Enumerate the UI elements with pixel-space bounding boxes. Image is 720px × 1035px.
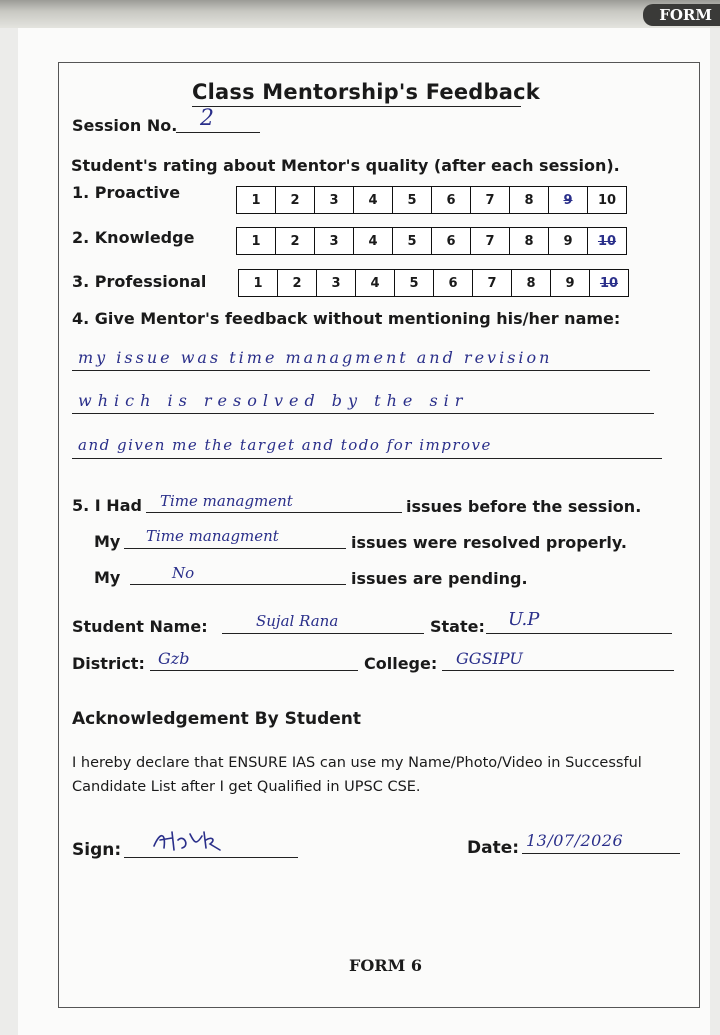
issues-resolved-label: My xyxy=(94,532,121,551)
rating-scale-professional[interactable] xyxy=(238,269,629,297)
college-value[interactable]: GGSIPU xyxy=(456,649,523,668)
sign-underline xyxy=(124,857,298,858)
rating-option-7[interactable]: 7 xyxy=(471,187,510,214)
feedback-line-1-rule xyxy=(72,370,650,371)
rating-label-professional: 3. Professional xyxy=(72,272,207,291)
college-underline xyxy=(442,670,674,671)
state-label: State: xyxy=(430,617,485,636)
issues-pending-label: My xyxy=(94,568,121,587)
rating-option-4[interactable]: 4 xyxy=(354,228,393,255)
rating-option-3[interactable]: 3 xyxy=(315,187,354,214)
rating-option-3[interactable]: 3 xyxy=(315,228,354,255)
date-value[interactable]: 13/07/2026 xyxy=(526,831,624,850)
rating-option-1[interactable]: 1 xyxy=(239,270,278,297)
rating-option-9[interactable]: 9 xyxy=(549,187,588,214)
feedback-line-3[interactable]: and given me the target and todo for improve xyxy=(78,436,492,454)
rating-option-6[interactable]: 6 xyxy=(434,270,473,297)
district-value[interactable]: Gzb xyxy=(158,649,190,668)
district-label: District: xyxy=(72,654,145,673)
student-name-value[interactable]: Sujal Rana xyxy=(256,612,339,630)
issues-resolved-suffix: issues were resolved properly. xyxy=(351,533,627,552)
sign-label: Sign: xyxy=(72,840,122,860)
district-underline xyxy=(150,670,358,671)
ack-body: I hereby declare that ENSURE IAS can use my Name/Photo/Video in Successful Candidate List after I get Qualified in UPSC CSE. xyxy=(72,755,642,795)
student-name-label: Student Name: xyxy=(72,617,208,636)
rating-option-8[interactable]: 8 xyxy=(510,187,549,214)
rating-scale-proactive[interactable] xyxy=(236,186,627,214)
issues-resolved-value[interactable]: Time managment xyxy=(146,527,279,545)
feedback-line-2-rule xyxy=(72,413,654,414)
state-value[interactable]: U.P xyxy=(508,609,540,630)
rating-option-5[interactable]: 5 xyxy=(395,270,434,297)
issues-had-suffix: issues before the session. xyxy=(406,497,642,516)
rating-option-6[interactable]: 6 xyxy=(432,228,471,255)
rating-option-1[interactable]: 1 xyxy=(237,228,276,255)
rating-option-2[interactable]: 2 xyxy=(276,228,315,255)
rating-option-3[interactable]: 3 xyxy=(317,270,356,297)
rating-label-knowledge: 2. Knowledge xyxy=(72,228,195,247)
rating-option-5[interactable]: 5 xyxy=(393,187,432,214)
rating-scale-knowledge[interactable] xyxy=(236,227,627,255)
feedback-line-1[interactable]: my issue was time managment and revision xyxy=(78,348,553,367)
feedback-line-2[interactable]: which is resolved by the sir xyxy=(78,391,469,410)
session-label: Session No. xyxy=(72,116,178,135)
student-name-underline xyxy=(222,633,424,634)
rating-option-2[interactable]: 2 xyxy=(278,270,317,297)
rating-option-10[interactable]: 10 xyxy=(590,270,629,297)
issues-pending-suffix: issues are pending. xyxy=(351,569,528,588)
issues-had-label: 5. I Had xyxy=(72,496,142,515)
rating-intro: Student's rating about Mentor's quality (after each session). xyxy=(71,156,620,175)
issues-pending-value[interactable]: No xyxy=(172,564,195,582)
rating-option-6[interactable]: 6 xyxy=(432,187,471,214)
issues-pending-underline xyxy=(130,584,346,585)
rating-option-4[interactable]: 4 xyxy=(354,187,393,214)
issues-had-value[interactable]: Time managment xyxy=(160,492,293,510)
session-underline xyxy=(176,132,260,133)
date-label: Date: xyxy=(467,838,520,858)
state-underline xyxy=(486,633,672,634)
feedback-prompt: 4. Give Mentor's feedback without mentioning his/her name: xyxy=(72,309,621,328)
session-value[interactable]: 2 xyxy=(200,106,214,131)
rating-option-5[interactable]: 5 xyxy=(393,228,432,255)
rating-option-2[interactable]: 2 xyxy=(276,187,315,214)
rating-option-4[interactable]: 4 xyxy=(356,270,395,297)
title-underline xyxy=(192,106,521,107)
top-page-strip xyxy=(0,0,720,28)
rating-option-8[interactable]: 8 xyxy=(510,228,549,255)
issues-had-underline xyxy=(146,512,402,513)
rating-option-1[interactable]: 1 xyxy=(237,187,276,214)
form-title: Class Mentorship's Feedback xyxy=(192,80,540,104)
rating-option-9[interactable]: 9 xyxy=(549,228,588,255)
form-tab-label: FORM xyxy=(643,4,720,26)
rating-option-9[interactable]: 9 xyxy=(551,270,590,297)
form-footer-label: FORM 6 xyxy=(349,956,423,975)
ack-title: Acknowledgement By Student xyxy=(72,709,361,729)
date-underline xyxy=(522,853,680,854)
rating-option-8[interactable]: 8 xyxy=(512,270,551,297)
issues-resolved-underline xyxy=(124,548,346,549)
feedback-line-3-rule xyxy=(72,458,662,459)
rating-option-10[interactable]: 10 xyxy=(588,187,627,214)
rating-option-10[interactable]: 10 xyxy=(588,228,627,255)
college-label: College: xyxy=(364,654,438,673)
rating-option-7[interactable]: 7 xyxy=(473,270,512,297)
rating-option-7[interactable]: 7 xyxy=(471,228,510,255)
signature-scribble[interactable] xyxy=(150,826,230,856)
rating-label-proactive: 1. Proactive xyxy=(72,183,181,202)
